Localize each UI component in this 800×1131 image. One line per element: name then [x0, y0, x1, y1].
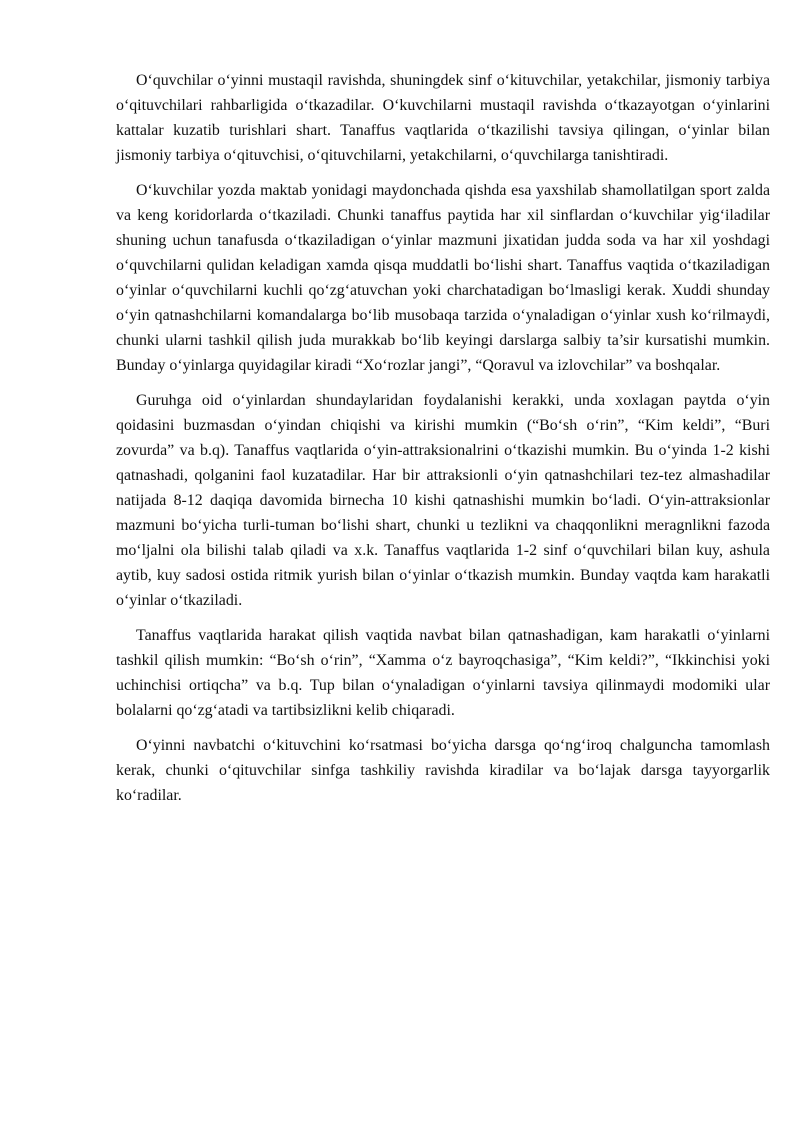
paragraph: O‘quvchilar o‘yinni mustaqil ravishda, shuningdek sinf o‘kituvchilar, yetakchilar, jismoniy tarbiya o‘qituvchilari rahbarligida o‘tkazadilar. O‘kuvchilarni mustaqil ravishda o‘tkazayotgan o‘yinlarini kattalar kuzatib turishlari shart. Tanaffus vaqtlarida o‘tkazilishi tavsiya qilingan, o‘yinlar bilan jismoniy tarbiya o‘qituvchisi, o‘qituvchilarni, yetakchilarni, o‘quvchilarga tanishtiradi.	[116, 72, 770, 164]
paragraph: Tanaffus vaqtlarida harakat qilish vaqtida navbat bilan qatnashadigan, kam harakatli o‘yinlarni tashkil qilish mumkin: “Bo‘sh o‘rin”, “Xamma o‘z bayroqchasiga”, “Kim keldi?”, “Ikkinchisi yoki uchinchisi ortiqcha” va b.q. Tup bilan o‘ynaladigan o‘yinlarni tavsiya qilinmaydi modomiki ular bolalarni qo‘zg‘atadi va tartibsizlikni kelib chiqaradi.	[116, 627, 770, 719]
paragraph: Guruhga oid o‘yinlardan shundaylaridan foydalanishi kerakki, unda xoxlagan paytda o‘yin qoidasini buzmasdan o‘yindan chiqishi va kirishi mumkin (“Bo‘sh o‘rin”, “Kim keldi”, “Buri zovurda” va b.q). Tanaffus vaqtlarida o‘yin-attraksionalrini o‘tkazishi mumkin. Bu o‘yinda 1-2 kishi qatnashadi, qolganini faol kuzatadilar. Har bir attraksionli o‘yin qatnashchilari tez-tez almashadilar natijada 8-12 daqiqa davomida birnecha 10 kishi qatnashishi mumkin bo‘ladi. O‘yin-attraksionlar mazmuni bo‘yicha turli-tuman bo‘lishi shart, chunki u tezlikni va chaqqonlikni meragnlikni fazoda mo‘ljalni ola bilishi talab qiladi va x.k. Tanaffus vaqtlarida 1-2 sinf o‘quvchilari bilan kuy, ashula aytib, kuy sadosi ostida ritmik yurish bilan o‘yinlar o‘tkazish mumkin. Bunday vaqtda kam harakatli o‘yinlar o‘tkaziladi.	[116, 392, 770, 609]
paragraph: O‘kuvchilar yozda maktab yonidagi maydonchada qishda esa yaxshilab shamollatilgan sport zalda va keng koridorlarda o‘tkaziladi. Chunki tanaffus paytida har xil sinflardan o‘kuvchilar yig‘iladilar shuning uchun tanafusda o‘tkaziladigan o‘yinlar mazmuni jixatidan judda soda va har xil yoshdagi o‘quvchilarni qulidan keladigan xamda qisqa muddatli bo‘lishi shart. Tanaffus vaqtida o‘tkaziladigan o‘yinlar o‘quvchilarni kuchli qo‘zg‘atuvchan yoki charchatadigan bo‘lmasligi kerak. Xuddi shunday o‘yin qatnashchilarni komandalarga bo‘lib musobaqa tarzida o‘ynaladigan o‘yinlar xush ko‘rilmaydi, chunki ularni tashkil qilish juda murakkab bo‘lib keyingi darslarga salbiy ta’sir kursatishi mumkin. Bunday o‘yinlarga quyidagilar kiradi “Xo‘rozlar jangi”, “Qoravul va izlovchilar” va boshqalar.	[116, 182, 770, 374]
document-page	[116, 68, 770, 818]
paragraph: O‘yinni navbatchi o‘kituvchini ko‘rsatmasi bo‘yicha darsga qo‘ng‘iroq chalguncha tamomlash kerak, chunki o‘qituvchilar sinfga tashkiliy ravishda kiradilar va bo‘lajak darsga tayyorgarlik ko‘radilar.	[116, 737, 770, 804]
